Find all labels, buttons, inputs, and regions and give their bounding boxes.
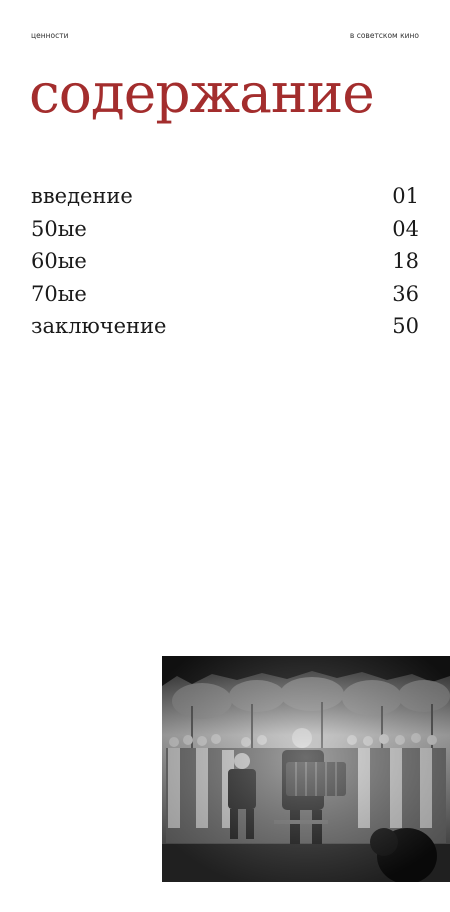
- header-left-label: ценности: [31, 31, 69, 40]
- toc-item-intro[interactable]: [31, 180, 419, 213]
- toc-item-page: 36: [392, 281, 419, 306]
- toc-item-page: 18: [392, 249, 419, 273]
- toc-item-page: 04: [392, 216, 419, 241]
- header-right-label: в советском кино: [349, 31, 419, 40]
- toc-item-label: заключение: [31, 314, 167, 338]
- toc-item-conclusion[interactable]: [31, 310, 419, 343]
- toc-item-label: введение: [31, 184, 133, 208]
- toc-item-label: 60ые: [31, 249, 87, 273]
- toc-item-label: 70ые: [31, 281, 87, 306]
- toc-item-page: 01: [392, 184, 419, 208]
- toc-item-label: 50ые: [31, 216, 87, 241]
- film-still-photo: [162, 656, 450, 882]
- page-title: содержание: [29, 61, 374, 125]
- table-of-contents: [31, 180, 419, 343]
- toc-item-60s[interactable]: [31, 245, 419, 278]
- toc-item-page: 50: [392, 314, 419, 338]
- toc-item-50s[interactable]: [31, 213, 419, 246]
- toc-item-70s[interactable]: [31, 278, 419, 311]
